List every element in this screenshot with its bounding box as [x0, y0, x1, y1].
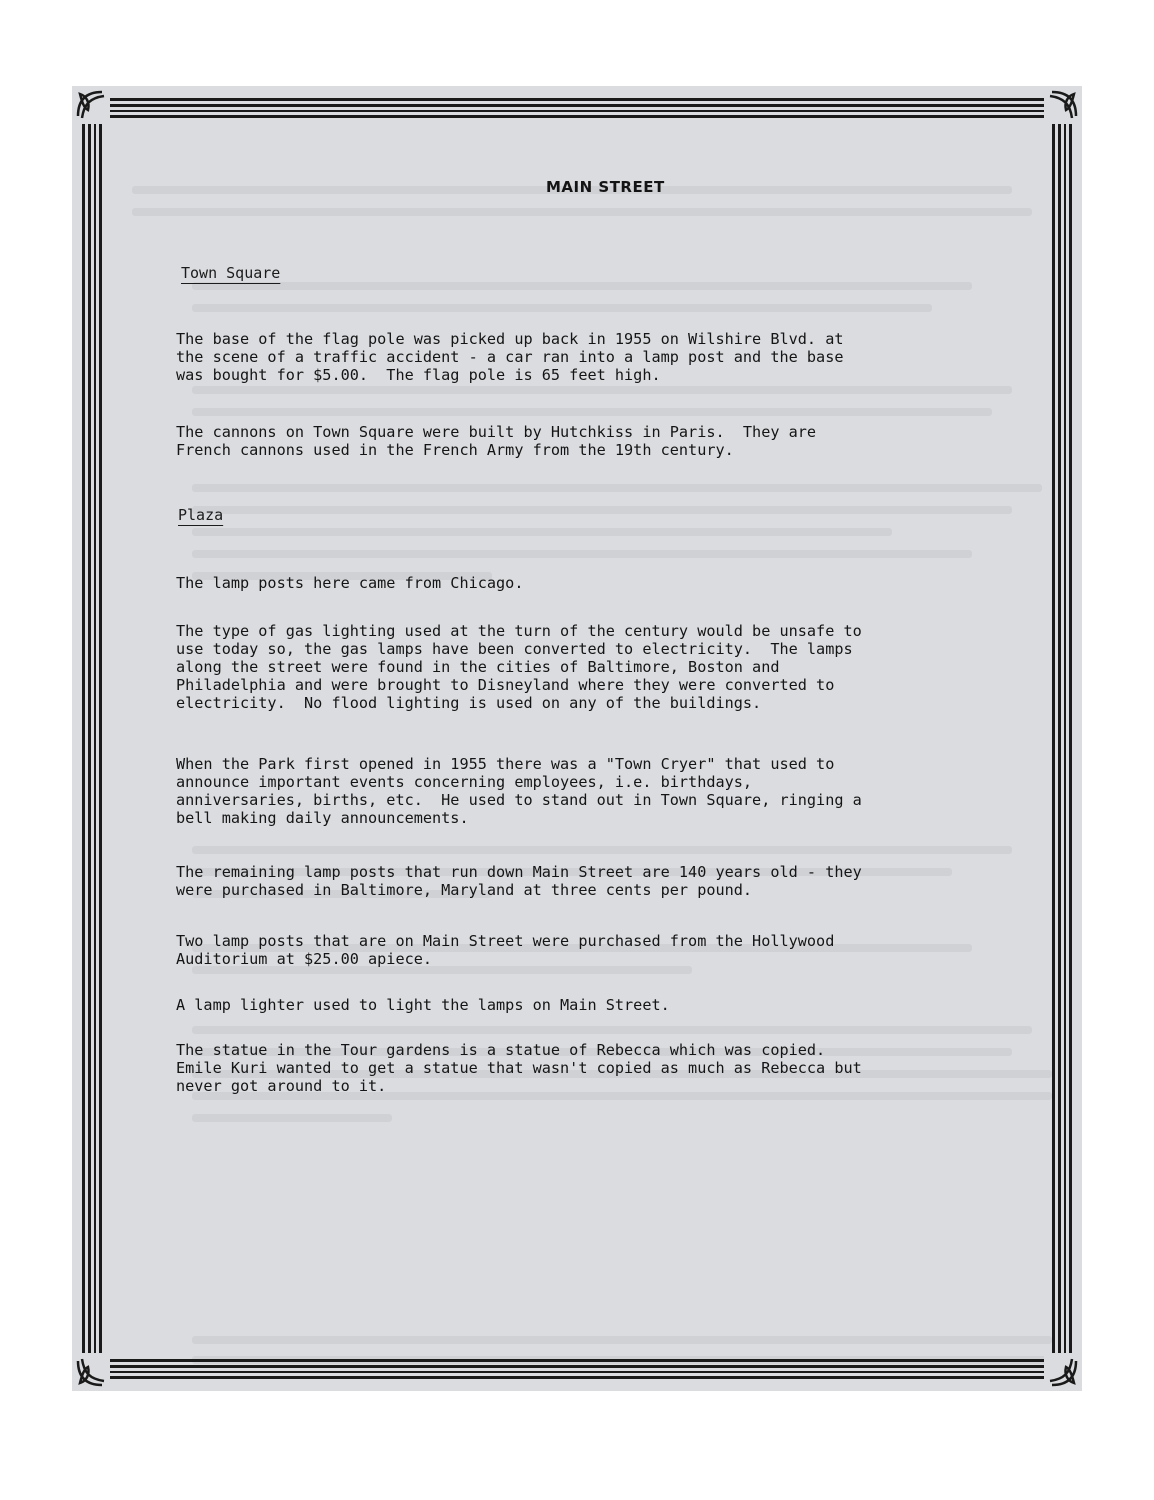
frame-left-border [82, 86, 102, 1391]
paragraph-remaining-lamp-posts: The remaining lamp posts that run down Main Street are 140 years old - they were purchased in Baltimore, Maryland at three cents per pound. [176, 863, 862, 899]
frame-top-border [72, 98, 1082, 118]
paragraph-flag-pole: The base of the flag pole was picked up back in 1955 on Wilshire Blvd. at the scene of a traffic accident - a car ran into a lamp post and the base was bought for $5.00. The flag pole is 65 feet high. [176, 330, 844, 384]
paragraph-hollywood-lamp-posts: Two lamp posts that are on Main Street were purchased from the Hollywood Auditorium at $25.00 apiece. [176, 932, 835, 968]
frame-corner-ornament-icon [1044, 1353, 1082, 1391]
paragraph-rebecca-statue: The statue in the Tour gardens is a statue of Rebecca which was copied. Emile Kuri wanted to get a statue that wasn't copied as much as Rebecca but never got around to it. [176, 1041, 862, 1095]
frame-right-border [1052, 86, 1072, 1391]
paragraph-lamp-posts-chicago: The lamp posts here came from Chicago. [176, 574, 524, 592]
page-title: MAIN STREET [546, 178, 665, 196]
frame-corner-ornament-icon [72, 86, 110, 124]
paragraph-town-cryer: When the Park first opened in 1955 there was a "Town Cryer" that used to announce important events concerning employees, i.e. birthdays, anniversaries, births, etc. He used to stand out in Town Square, ringing a bell making daily announcements. [176, 755, 862, 827]
paragraph-gas-lighting: The type of gas lighting used at the turn of the century would be unsafe to use today so, the gas lamps have been converted to electricity. The lamps along the street were found in the cities of Baltimore, Boston and Philadelphia and were brought to Disneyland where they were converted to electricity. No flood lighting is used on any of the buildings. [176, 622, 862, 712]
section-heading-town-square: Town Square [181, 264, 281, 282]
section-heading-plaza: Plaza [178, 506, 224, 524]
frame-corner-ornament-icon [72, 1353, 110, 1391]
paragraph-cannons: The cannons on Town Square were built by Hutchkiss in Paris. They are French cannons used in the French Army from the 19th century. [176, 423, 817, 459]
paragraph-lamp-lighter: A lamp lighter used to light the lamps on Main Street. [176, 996, 670, 1014]
frame-bottom-border [72, 1359, 1082, 1379]
frame-corner-ornament-icon [1044, 86, 1082, 124]
